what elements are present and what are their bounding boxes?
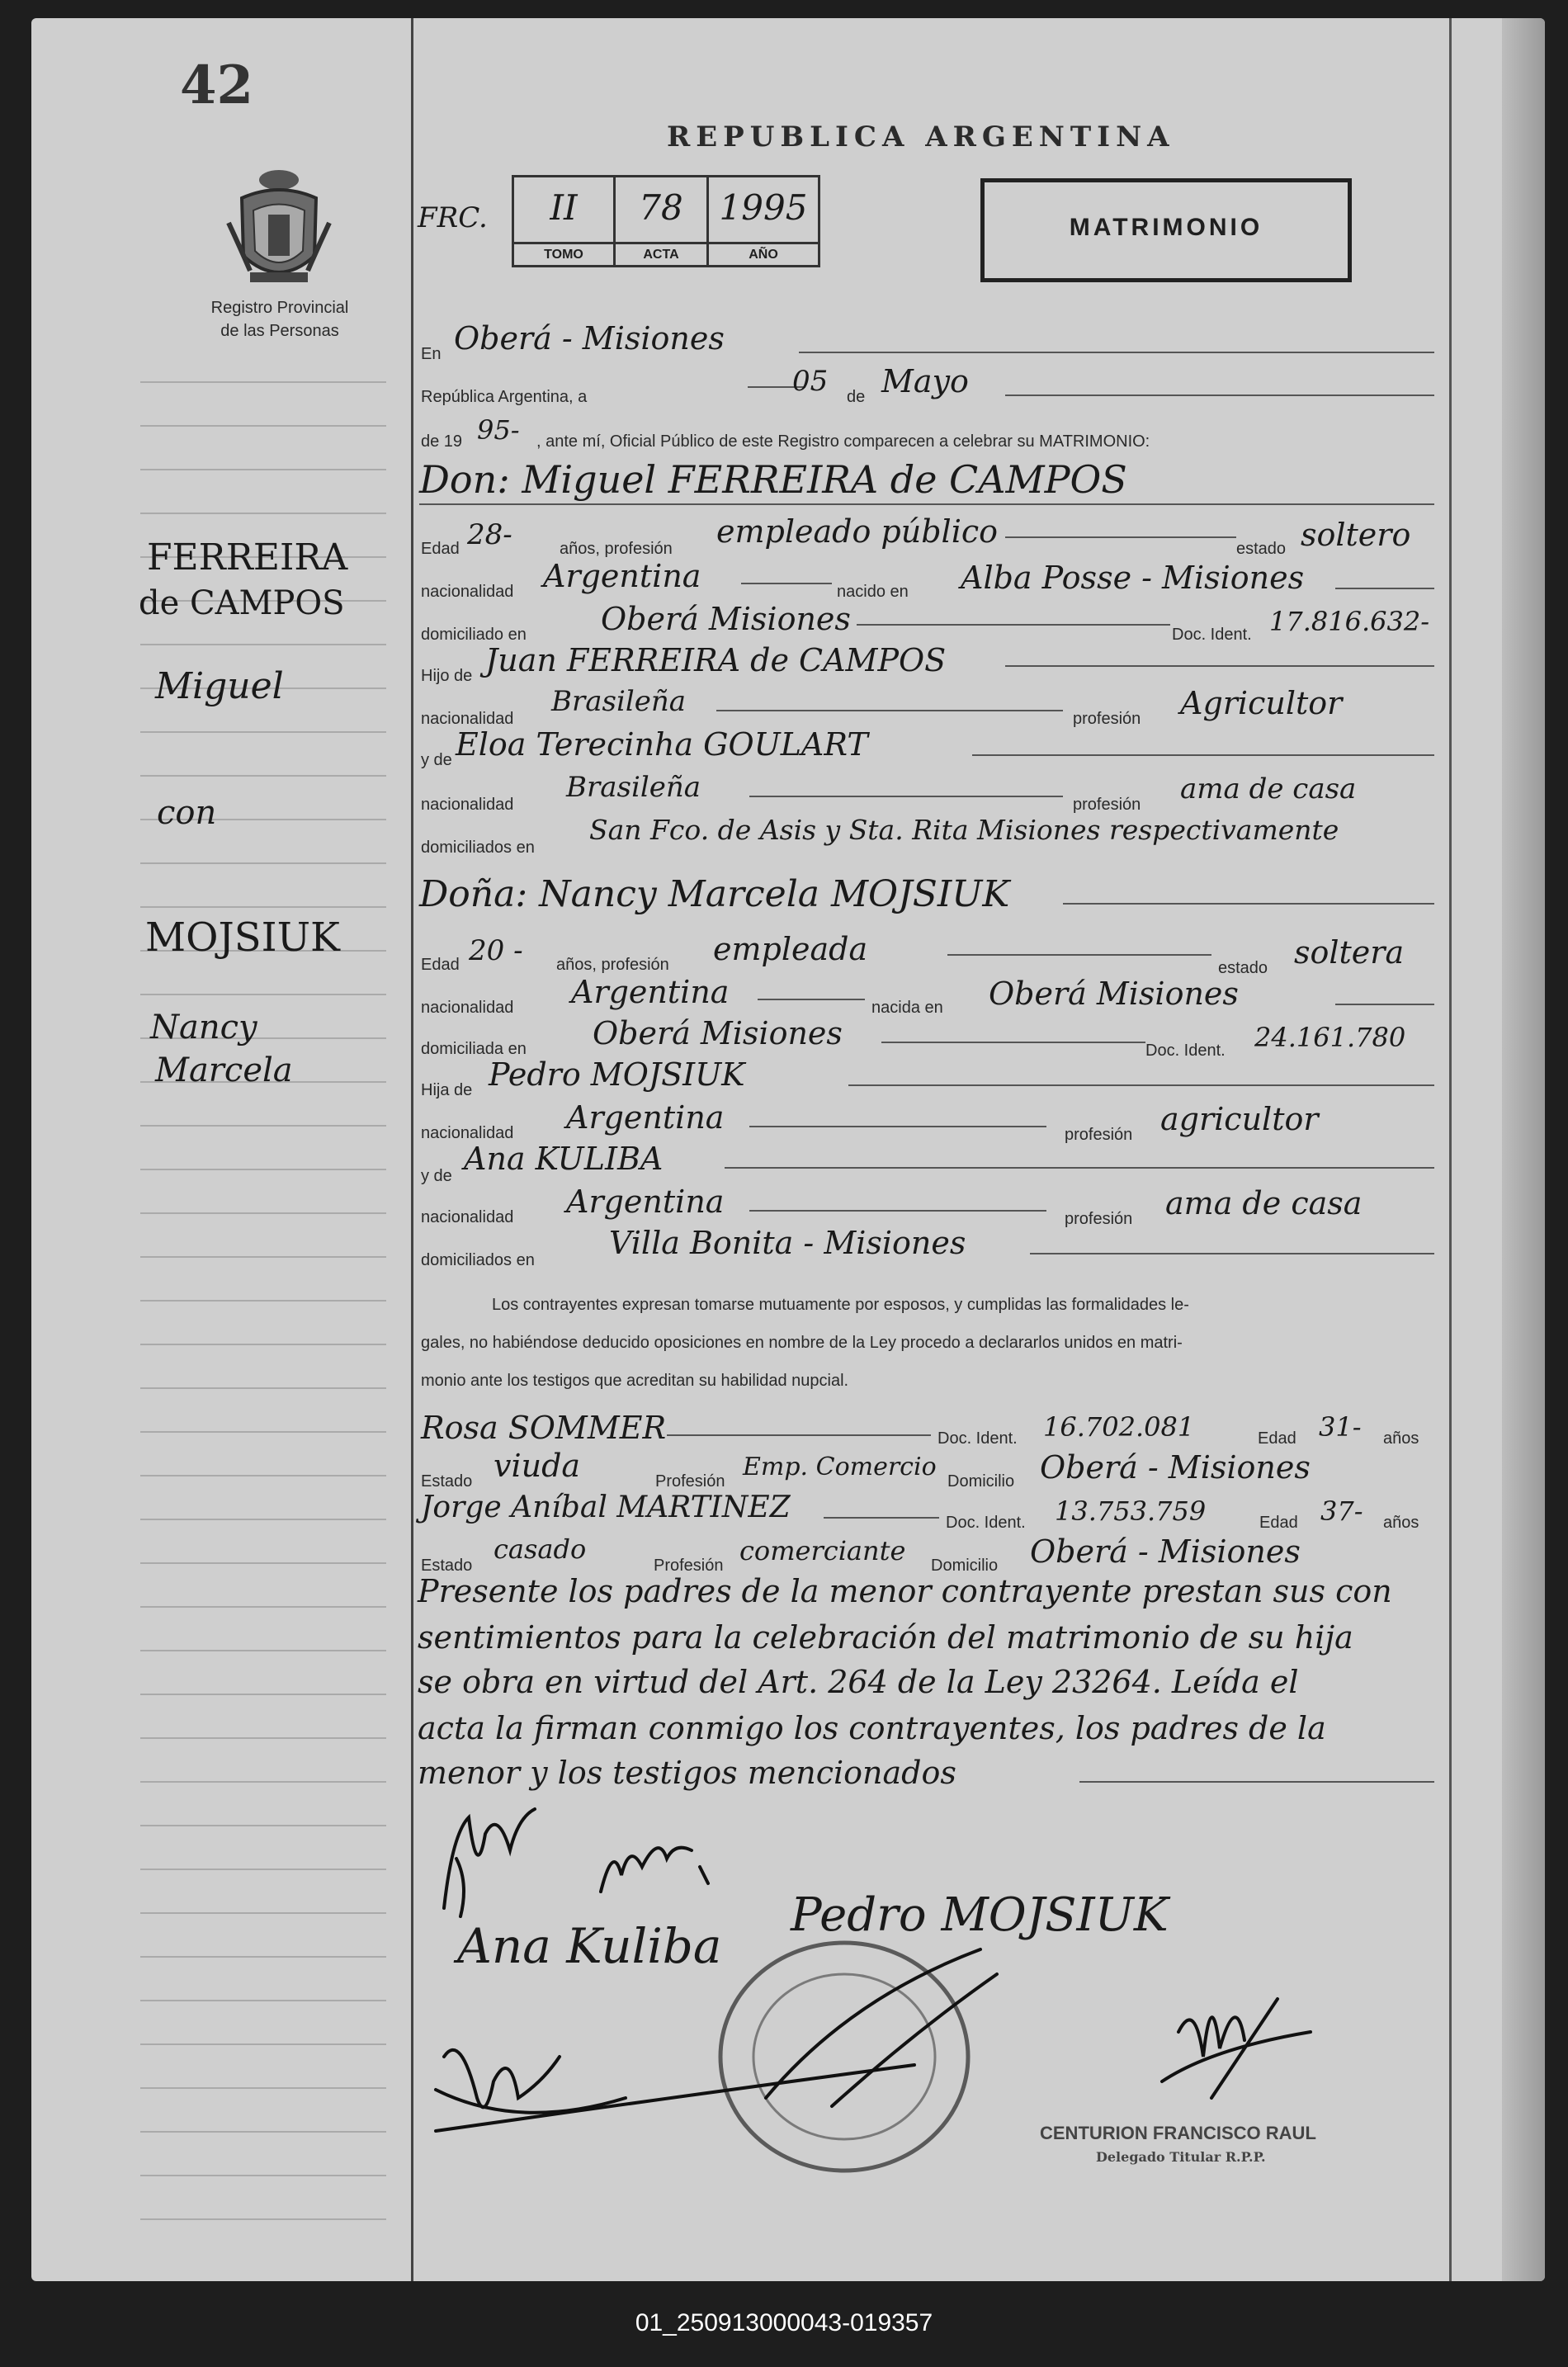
acta-box xyxy=(616,177,709,265)
witness1-anos-label: años xyxy=(1383,1429,1419,1448)
margin-ruled-line xyxy=(140,1562,386,1564)
margin-ruled-line xyxy=(140,1169,386,1170)
record-number-boxes xyxy=(512,175,820,267)
groom-mother-nat-label: nacionalidad xyxy=(421,796,514,814)
bride-name: Doña: Nancy Marcela MOJSIUK xyxy=(419,873,1010,915)
bride-domicile-line xyxy=(881,1042,1145,1043)
margin-groom-name: Miguel xyxy=(155,665,284,707)
margin-ruled-line xyxy=(140,1475,386,1476)
record-prefix: FRC. xyxy=(418,201,488,234)
intro-en-label: En xyxy=(421,345,442,363)
margin-ruled-line xyxy=(140,2218,386,2220)
bride-birthplace-line xyxy=(1335,1004,1434,1005)
record-type-box xyxy=(980,178,1352,282)
margin-ruled-line xyxy=(140,775,386,777)
register-page xyxy=(31,18,1545,2281)
groom-estado-label: estado xyxy=(1236,540,1287,558)
groom-parents-dom-label: domiciliados en xyxy=(421,839,535,857)
groom-father-line xyxy=(1005,665,1434,667)
witness2-estado: casado xyxy=(494,1533,587,1565)
margin-ruled-line xyxy=(140,2131,386,2133)
bride-name-line xyxy=(1063,903,1434,905)
witness1-name: Rosa SOMMER xyxy=(421,1410,667,1446)
margin-ruled-line xyxy=(140,1256,386,1258)
margin-ruled-line xyxy=(140,1737,386,1739)
officer-stamp-name: CENTURION FRANCISCO RAUL xyxy=(1040,2123,1316,2143)
intro-place-line xyxy=(799,352,1434,353)
groom-birthplace: Alba Posse - Misiones xyxy=(961,560,1305,596)
groom-name-line xyxy=(419,503,1434,505)
note-line-2: sentimientos para la celebración del matrimonio de su hija xyxy=(418,1619,1353,1656)
groom-mother-profession: ama de casa xyxy=(1180,772,1357,806)
groom-mother-nat-line xyxy=(749,796,1063,797)
margin-groom-surname-1: FERREIRA xyxy=(147,536,348,579)
margin-ruled-line xyxy=(140,1606,386,1608)
margin-ruled-line xyxy=(140,469,386,470)
intro-month: Mayo xyxy=(881,363,969,399)
bride-mother-line xyxy=(725,1167,1434,1169)
note-line-1: Presente los padres de la menor contrayente prestan sus con xyxy=(418,1573,1392,1609)
margin-ruled-line xyxy=(140,1519,386,1520)
margin-bride-name-1: Nancy xyxy=(150,1009,257,1046)
bride-nacida-label: nacida en xyxy=(871,999,943,1017)
margin-ruled-line xyxy=(140,1125,386,1127)
margin-rule-left xyxy=(411,18,413,2281)
witness1-edad: 31- xyxy=(1319,1411,1362,1443)
margin-ruled-line xyxy=(140,513,386,514)
witness2-name-line xyxy=(824,1517,939,1519)
witness2-estado-label: Estado xyxy=(421,1557,473,1575)
note-line-4: acta la firman conmigo los contrayentes, los padres de la xyxy=(418,1710,1326,1746)
bride-parents-dom-label: domiciliados en xyxy=(421,1251,535,1269)
intro-republic-label: República Argentina, a xyxy=(421,388,588,406)
bride-mother-nationality: Argentina xyxy=(566,1184,725,1220)
coat-of-arms-emblem xyxy=(225,165,333,297)
groom-domicilio-label: domiciliado en xyxy=(421,626,527,644)
declaration-line2: gales, no habiéndose deducido oposiciones en nombre de la Ley procedo a declararlos unidos en matri- xyxy=(421,1334,1183,1352)
tomo-value: II xyxy=(550,187,578,228)
margin-connector: con xyxy=(157,794,217,832)
margin-ruled-line xyxy=(140,2000,386,2001)
registry-name-line2: de las Personas xyxy=(220,322,339,340)
witness2-domicilio-label: Domicilio xyxy=(931,1557,999,1575)
bride-estado-label: estado xyxy=(1218,959,1268,977)
groom-father-nationality: Brasileña xyxy=(551,685,686,718)
groom-father-nat-line xyxy=(716,710,1063,711)
bride-yde-label: y de xyxy=(421,1167,452,1185)
witness2-edad: 37- xyxy=(1320,1495,1363,1527)
intro-place: Oberá - Misiones xyxy=(454,320,725,357)
margin-bride-surname: MOJSIUK xyxy=(145,914,340,961)
groom-hijo-label: Hijo de xyxy=(421,667,473,685)
margin-ruled-line xyxy=(140,731,386,733)
groom-parents-domicile: San Fco. de Asis y Sta. Rita Misiones respectivamente xyxy=(589,814,1339,846)
margin-ruled-line xyxy=(140,1300,386,1302)
bride-mother-nat-line xyxy=(749,1210,1046,1212)
margin-ruled-line xyxy=(140,1344,386,1345)
groom-mother: Eloa Terecinha GOULART xyxy=(456,726,868,763)
ano-value: 1995 xyxy=(719,187,808,228)
bride-mother-nat-label: nacionalidad xyxy=(421,1208,514,1226)
margin-ruled-line xyxy=(140,994,386,995)
witness1-domicile: Oberá - Misiones xyxy=(1040,1449,1311,1486)
margin-ruled-line xyxy=(140,1869,386,1870)
margin-bride-name-2: Marcela xyxy=(155,1051,293,1089)
intro-statement: , ante mí, Oficial Público de este Registro comparecen a celebrar su MATRIMONIO: xyxy=(536,432,1150,451)
officer-stamp-title: Delegado Titular R.P.P. xyxy=(1096,2149,1266,2165)
margin-ruled-line xyxy=(140,1781,386,1783)
margin-ruled-line xyxy=(140,1912,386,1914)
margin-ruled-line xyxy=(140,1431,386,1433)
intro-day: 05 xyxy=(792,365,829,398)
signature-ana-kuliba: Ana Kuliba xyxy=(457,1918,722,1974)
ano-box xyxy=(709,177,818,265)
margin-groom-surname-2: de CAMPOS xyxy=(139,584,345,622)
bride-doc-label: Doc. Ident. xyxy=(1145,1042,1226,1060)
groom-doc-label: Doc. Ident. xyxy=(1172,626,1252,644)
signature-pedro-mojsiuk: Pedro MOJSIUK xyxy=(791,1888,1169,1942)
groom-domicile-line xyxy=(857,624,1170,626)
margin-ruled-line xyxy=(140,2175,386,2176)
bride-nationality: Argentina xyxy=(571,974,730,1010)
bride-doc: 24.161.780 xyxy=(1254,1022,1406,1053)
ano-label: AÑO xyxy=(709,242,818,262)
margin-ruled-line xyxy=(140,2043,386,2045)
witness2-anos-label: años xyxy=(1383,1514,1419,1532)
witness1-profession: Emp. Comercio xyxy=(743,1453,937,1481)
bride-hija-label: Hija de xyxy=(421,1081,473,1099)
groom-profession: empleado público xyxy=(716,513,999,550)
groom-nationality-line xyxy=(741,583,832,584)
margin-ruled-line xyxy=(140,644,386,645)
witness1-domicilio-label: Domicilio xyxy=(947,1472,1015,1491)
groom-edad-label: Edad xyxy=(421,540,460,558)
signature-scribbles xyxy=(419,1784,1451,2247)
margin-ruled-line xyxy=(140,1694,386,1695)
country-header: REPUBLICA ARGENTINA xyxy=(667,120,1175,154)
groom-name: Don: Miguel FERREIRA de CAMPOS xyxy=(419,457,1127,502)
intro-year-suffix: 95- xyxy=(477,414,520,446)
groom-father: Juan FERREIRA de CAMPOS xyxy=(485,642,947,678)
groom-profession-line xyxy=(1005,536,1236,538)
groom-nationality: Argentina xyxy=(543,558,701,594)
intro-de-label: de xyxy=(847,388,866,406)
margin-ruled-line xyxy=(140,2087,386,2089)
margin-ruled-line xyxy=(140,862,386,864)
witness2-name: Jorge Aníbal MARTINEZ xyxy=(421,1491,791,1524)
page-number: 42 xyxy=(180,54,254,116)
witness1-doc: 16.702.081 xyxy=(1043,1411,1195,1443)
groom-father-nat-label: nacionalidad xyxy=(421,710,514,728)
witness1-estado-label: Estado xyxy=(421,1472,473,1491)
groom-anos-label: años, profesión xyxy=(560,540,673,558)
bride-mother-profession: ama de casa xyxy=(1165,1185,1363,1221)
witness2-domicile: Oberá - Misiones xyxy=(1030,1533,1301,1570)
registry-name-line1: Registro Provincial xyxy=(210,299,349,317)
bride-profession: empleada xyxy=(713,931,868,967)
declaration-line3: monio ante los testigos que acreditan su habilidad nupcial. xyxy=(421,1372,849,1390)
groom-nacido-label: nacido en xyxy=(837,583,909,601)
bride-birthplace: Oberá Misiones xyxy=(989,976,1239,1012)
bride-nacionalidad-label: nacionalidad xyxy=(421,999,514,1017)
note-line-5: menor y los testigos mencionados xyxy=(418,1755,956,1791)
bride-anos-label: años, profesión xyxy=(556,956,669,974)
image-caption: 01_250913000043-019357 xyxy=(635,2309,933,2336)
witness2-doc: 13.753.759 xyxy=(1055,1495,1207,1527)
groom-estado: soltero xyxy=(1301,517,1411,553)
bride-father: Pedro MOJSIUK xyxy=(489,1056,745,1093)
witness1-doc-label: Doc. Ident. xyxy=(937,1429,1018,1448)
bride-profession-line xyxy=(947,954,1211,956)
groom-mother-prof-label: profesión xyxy=(1073,796,1141,814)
bride-father-line xyxy=(848,1084,1434,1086)
tomo-box xyxy=(514,177,616,265)
bride-mother: Ana KULIBA xyxy=(464,1141,664,1177)
declaration-line1: Los contrayentes expresan tomarse mutuamente por esposos, y cumplidas las formalidades le- xyxy=(492,1296,1189,1314)
acta-value: 78 xyxy=(639,187,683,228)
bride-nationality-line xyxy=(758,999,865,1000)
margin-ruled-line xyxy=(140,1956,386,1958)
note-end-line xyxy=(1079,1781,1434,1783)
groom-mother-line xyxy=(972,754,1434,756)
groom-edad: 28- xyxy=(467,518,512,551)
bride-father-nat-line xyxy=(749,1126,1046,1127)
bride-father-nationality: Argentina xyxy=(566,1099,725,1136)
intro-month-line xyxy=(1005,394,1434,396)
margin-ruled-line xyxy=(140,381,386,383)
groom-nacionalidad-label: nacionalidad xyxy=(421,583,514,601)
witness1-estado: viuda xyxy=(494,1448,581,1484)
acta-label: ACTA xyxy=(616,242,706,262)
note-line-3: se obra en virtud del Art. 264 de la Ley 23264. Leída el xyxy=(418,1664,1299,1700)
bride-father-nat-label: nacionalidad xyxy=(421,1124,514,1142)
bride-domicilio-label: domiciliada en xyxy=(421,1040,527,1058)
margin-ruled-line xyxy=(140,1212,386,1214)
margin-ruled-line xyxy=(140,1825,386,1826)
bride-father-profession: agricultor xyxy=(1160,1101,1319,1137)
witness1-profesion-label: Profesión xyxy=(655,1472,725,1491)
groom-domicile: Oberá Misiones xyxy=(601,601,851,637)
bride-parents-domicile: Villa Bonita - Misiones xyxy=(609,1225,966,1261)
groom-mother-nationality: Brasileña xyxy=(566,771,701,804)
witness1-name-line xyxy=(667,1434,931,1436)
bride-edad: 20 - xyxy=(469,934,523,967)
bride-edad-label: Edad xyxy=(421,956,460,974)
bride-domicile: Oberá Misiones xyxy=(593,1015,843,1051)
witness1-edad-label: Edad xyxy=(1258,1429,1296,1448)
groom-birthplace-line xyxy=(1335,588,1434,589)
witness2-doc-label: Doc. Ident. xyxy=(946,1514,1026,1532)
record-type: MATRIMONIO xyxy=(1069,214,1263,241)
groom-yde-label: y de xyxy=(421,751,452,769)
bride-parents-dom-line xyxy=(1030,1253,1434,1254)
groom-father-profession: Agricultor xyxy=(1180,685,1343,721)
witness2-edad-label: Edad xyxy=(1259,1514,1298,1532)
intro-year-prefix: de 19 xyxy=(421,432,463,451)
witness2-profesion-label: Profesión xyxy=(654,1557,724,1575)
witness2-profession: comerciante xyxy=(739,1535,906,1566)
tomo-label: TOMO xyxy=(514,242,613,262)
margin-ruled-line xyxy=(140,425,386,427)
bride-father-prof-label: profesión xyxy=(1065,1126,1133,1144)
margin-ruled-line xyxy=(140,1387,386,1389)
bride-estado: soltera xyxy=(1294,934,1405,971)
groom-father-prof-label: profesión xyxy=(1073,710,1141,728)
groom-doc: 17.816.632- xyxy=(1269,606,1430,637)
margin-ruled-line xyxy=(140,1650,386,1651)
bride-mother-prof-label: profesión xyxy=(1065,1210,1133,1228)
margin-ruled-line xyxy=(140,906,386,908)
